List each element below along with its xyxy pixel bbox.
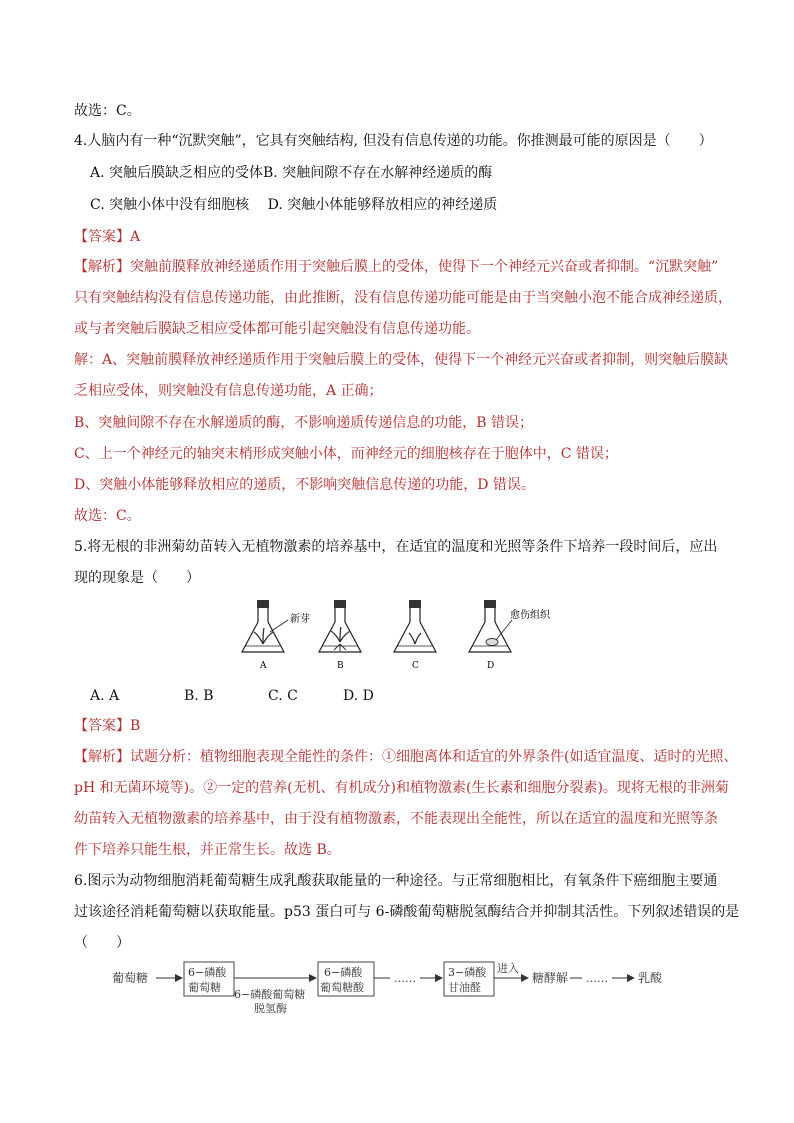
answer-4: 【答案】A — [74, 229, 141, 245]
question-5-line-2: 现的现象是（ ） — [74, 570, 200, 586]
explanation-5-line-3: 幼苗转入无植物激素的培养基中，由于没有植物激素，不能表现出全能性，所以在适宜的温度和光照等条 — [74, 811, 718, 827]
flask-c-label: C — [412, 661, 419, 671]
enter-label: 进入 — [497, 962, 519, 975]
question-6-line-3: （ ） — [74, 935, 130, 951]
solution-4-line-2: 乏相应受体，则突触没有信息传递功能，A 正确； — [74, 383, 383, 399]
g3p-line-2: 甘油醛 — [448, 981, 481, 994]
question-4: 4.人脑内有一种“沉默突触”，它具有突触结构, 但没有信息传递的功能。你推测最可能的原因是（ ） — [74, 133, 713, 149]
flask-b-label: B — [337, 661, 344, 671]
flask-figure — [230, 598, 570, 676]
question-6-line-1: 6.图示为动物细胞消耗葡萄糖生成乳酸获取能量的一种途径。与正常细胞相比，有氧条件下癌细胞主要通 — [74, 873, 718, 889]
enzyme-line-1: 6−磷酸葡萄糖 — [234, 988, 306, 1001]
explanation-5-line-4: 件下培养只能生根，并正常生长。故选 B。 — [74, 842, 341, 858]
g3p-line-1: 3−磷酸 — [448, 966, 487, 979]
flask-a — [242, 600, 310, 671]
callus-label: 愈伤组织 — [510, 610, 550, 621]
g6p-line-1: 6−磷酸 — [188, 966, 227, 979]
explanation-4-line-1: 【解析】突触前膜释放神经递质作用于突触后膜上的受体，使得下一个神经元兴奋或者抑制。“沉默突触” — [74, 259, 719, 275]
q5-option-a: A. A — [90, 688, 120, 704]
dots-2: …… — [586, 972, 608, 985]
explanation-5-line-2: pH 和无菌环境等)。②一定的营养(无机、有机成分)和植物激素(生长素和细胞分裂素)。现将无根的非洲菊 — [74, 780, 729, 796]
q5-option-c: C. C — [268, 688, 298, 704]
question-5-line-1: 5.将无根的非洲菊幼苗转入无植物激素的培养基中，在适宜的温度和光照等条件下培养一段时间后，应出 — [74, 539, 718, 555]
answer-select-4: 故选：C。 — [74, 508, 141, 524]
g6p-line-2: 葡萄糖 — [188, 981, 221, 994]
flask-d — [469, 600, 551, 671]
enzyme-line-2: 脱氢酶 — [254, 1002, 287, 1015]
explanation-4-line-2: 只有突触结构没有信息传递功能，由此推断，没有信息传递功能可能是由于当突触小泡不能合成神经递质， — [74, 290, 732, 306]
q5-option-b: B. B — [184, 688, 214, 704]
6pg-line-2: 葡萄糖酸 — [320, 981, 364, 994]
glycolysis-pathway-diagram — [104, 958, 704, 1018]
question-4-options-cd: C. 突触小体中没有细胞核 D. 突触小体能够释放相应的神经递质 — [90, 197, 498, 213]
answer-5: 【答案】B — [74, 718, 141, 734]
flask-d-label: D — [487, 661, 495, 671]
question-4-options-ab: A. 突触后膜缺乏相应的受体B. 突触间隙不存在水解神经递质的酶 — [90, 165, 493, 181]
question-6-line-2: 过该途径消耗葡萄糖以获取能量。p53 蛋白可与 6-磷酸葡萄糖脱氢酶结合并抑制其活性。下列叙述错误的是 — [74, 904, 740, 920]
solution-4-line-1: 解：A、突触前膜释放神经递质作用于突触后膜上的受体，使得下一个神经元兴奋或者抑制，则突触后膜缺 — [74, 352, 729, 368]
lactate-label: 乳酸 — [638, 971, 663, 985]
solution-4-line-3: B、突触间隙不存在水解递质的酶，不影响递质传递信息的功能，B 错误； — [74, 415, 534, 431]
6pg-line-1: 6−磷酸 — [324, 966, 363, 979]
flask-a-label: A — [260, 661, 267, 671]
explanation-4-line-3: 或与者突触后膜缺乏相应受体都可能引起突触没有信息传递功能。 — [74, 321, 480, 337]
glucose-label: 葡萄糖 — [112, 971, 149, 985]
flask-b — [319, 600, 361, 671]
explanation-5-line-1: 【解析】试题分析：植物细胞表现全能性的条件：①细胞离体和适宜的外界条件(如适宜温度、适时的光照、 — [74, 749, 738, 765]
dots-1: …… — [394, 972, 416, 985]
new-bud-label: 新芽 — [290, 614, 310, 625]
answer-select-3: 故选：C。 — [74, 103, 141, 119]
solution-4-line-5: D、突触小体能够释放相应的递质，不影响突触信息传递的功能，D 错误。 — [74, 477, 535, 493]
glycolysis-label: 糖酵解 — [532, 971, 569, 985]
solution-4-line-4: C、上一个神经元的轴突末梢形成突触小体，而神经元的细胞核存在于胞体中，C 错误； — [74, 446, 618, 462]
flask-c — [394, 600, 436, 671]
q5-option-d: D. D — [343, 688, 374, 704]
